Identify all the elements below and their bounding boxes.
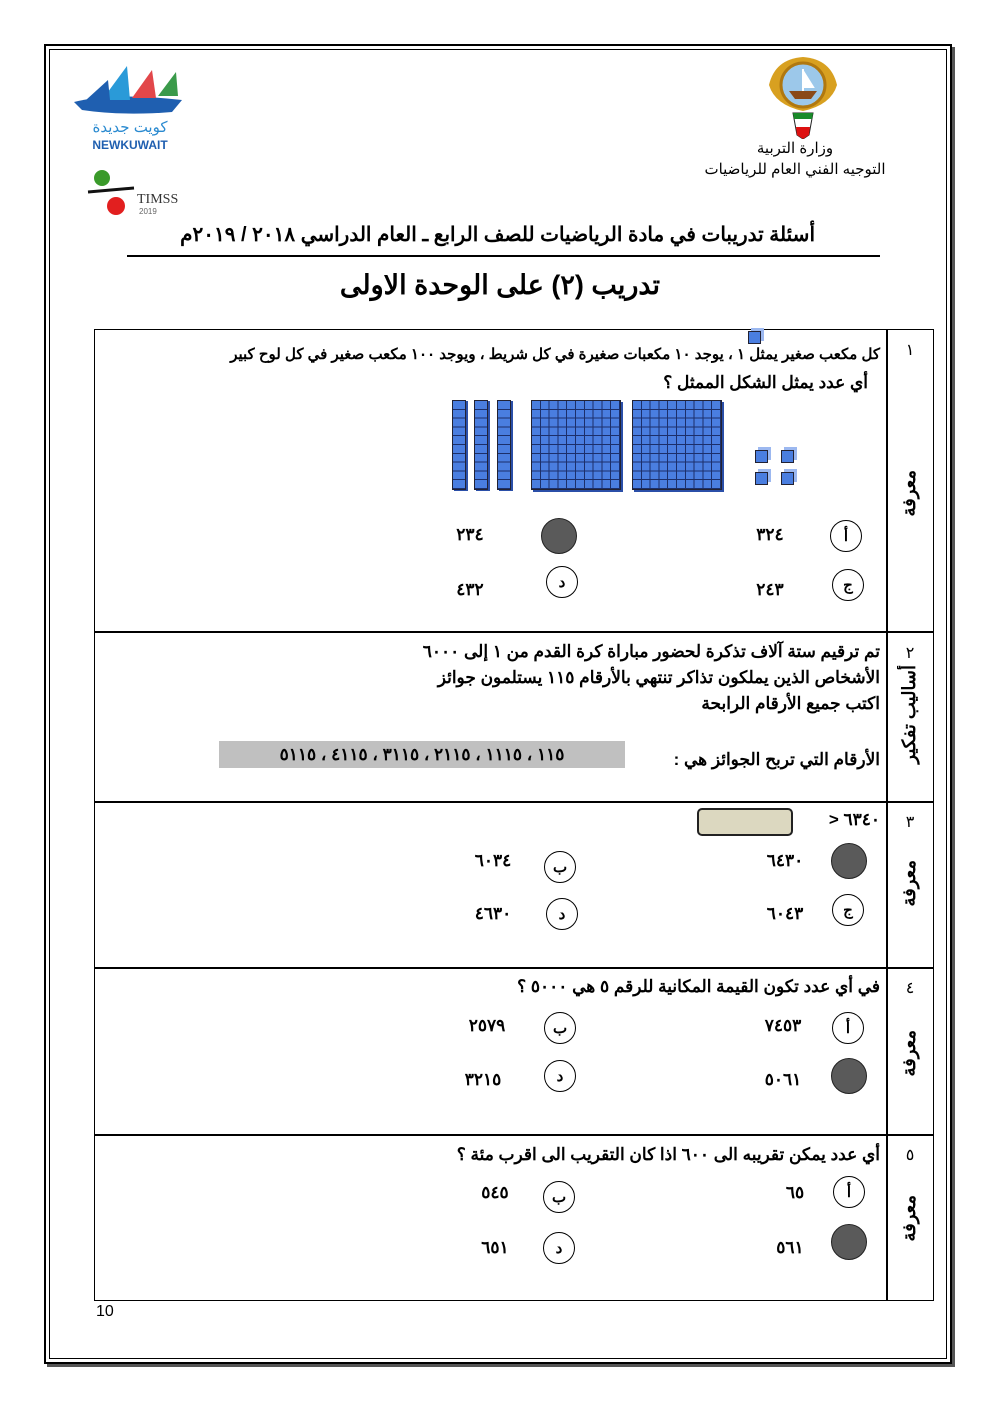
option-d-radio[interactable]: د: [546, 898, 578, 930]
option-a-radio[interactable]: أ: [830, 520, 862, 552]
question-number: ١: [905, 342, 915, 359]
option-a-value: ٧٤٥٣: [764, 1016, 802, 1035]
page-number: 10: [96, 1303, 114, 1320]
ten-rod-icon: [497, 400, 511, 490]
option-a-value: ٣٢٤: [756, 525, 784, 544]
newkuwait-logo: [72, 62, 184, 118]
question-number: ٤: [905, 980, 915, 997]
option-a-value: ٦٤٣٠: [766, 851, 804, 870]
title-divider: [127, 255, 880, 257]
question-category: معرفة: [899, 860, 919, 907]
option-c-radio-selected[interactable]: [831, 1058, 867, 1094]
option-b-radio[interactable]: ب: [543, 1181, 575, 1213]
newkuwait-logo-arabic: كويت جديدة: [92, 119, 168, 136]
answer-blank-field[interactable]: [697, 808, 793, 836]
unit-cube-icon: [781, 450, 794, 463]
question-text: تم ترقيم ستة آلاف تذكرة لحضور مباراة كرة القدم من ١ إلى ٦٠٠٠: [422, 642, 880, 661]
question-text: ٦٣٤٠ <: [828, 810, 880, 829]
option-d-value: ٤٦٣٠: [474, 904, 512, 923]
unit-cube-icon: [755, 450, 768, 463]
worksheet-title: أسئلة تدريبات في مادة الرياضيات للصف الرابع ـ العام الدراسي ٢٠١٨ / ٢٠١٩م: [180, 224, 815, 246]
option-b-value: ٢٣٤: [456, 525, 484, 544]
option-c-value: ٥٠٦١: [764, 1070, 802, 1089]
question-category: معرفة: [899, 1195, 919, 1242]
kuwait-emblem: [765, 55, 841, 139]
option-c-value: ٢٤٣: [756, 580, 784, 599]
question-category: معرفة: [899, 470, 919, 517]
option-b-value: ٦٠٣٤: [474, 851, 512, 870]
option-b-value: ٥٤٥: [481, 1183, 509, 1202]
hundred-flat-icon: [632, 400, 722, 490]
unit-cube-icon: [755, 472, 768, 485]
answer-label: الأرقام التي تربح الجوائز هي :: [673, 750, 880, 769]
option-a-value: ٦٥: [785, 1183, 805, 1202]
option-d-value: ٣٢١٥: [464, 1070, 502, 1089]
question-number: ٣: [905, 814, 915, 831]
question-text: كل مكعب صغير يمثل ١ ، يوجد ١٠ مكعبات صغيرة في كل شريط ، ويوجد ١٠٠ مكعب صغير في كل لوح كبير: [230, 346, 880, 363]
ten-rod-icon: [452, 400, 466, 490]
question-category: معرفة: [899, 1030, 919, 1077]
ten-rod-icon: [474, 400, 488, 490]
header-right: [690, 138, 900, 180]
option-a-radio-selected[interactable]: [831, 843, 867, 879]
question-text: الأشخاص الذين يملكون تذاكر تنتهي بالأرقام ١١٥ يستلمون جوائز: [437, 668, 880, 687]
timss-logo: [86, 160, 136, 218]
option-b-radio[interactable]: ب: [544, 851, 576, 883]
category-column-divider: [886, 329, 888, 1301]
question-number: ٥: [905, 1147, 915, 1164]
option-d-radio[interactable]: د: [546, 566, 578, 598]
option-d-value: ٦٥١: [481, 1238, 509, 1257]
row-divider: [94, 967, 934, 969]
row-divider: [94, 801, 934, 803]
question-text: في أي عدد تكون القيمة المكانية للرقم ٥ هي ٥٠٠٠ ؟: [517, 977, 880, 996]
option-d-radio[interactable]: د: [544, 1060, 576, 1092]
answer-field[interactable]: ١١٥ ، ١١١٥ ، ٢١١٥ ، ٣١١٥ ، ٤١١٥ ، ٥١١٥: [219, 741, 625, 768]
option-b-radio[interactable]: ب: [544, 1012, 576, 1044]
worksheet-subtitle: تدريب (٢) على الوحدة الاولى: [339, 270, 661, 300]
question-text: أي عدد يمثل الشكل الممثل ؟: [663, 373, 868, 392]
option-c-value: ٥٦١: [776, 1238, 804, 1257]
row-divider: [94, 1134, 934, 1136]
option-a-radio[interactable]: أ: [833, 1176, 865, 1208]
question-number: ٢: [905, 645, 915, 662]
option-c-radio[interactable]: ج: [832, 569, 864, 601]
question-text: اكتب جميع الأرقام الرابحة: [701, 694, 880, 713]
option-c-value: ٦٠٤٣: [766, 904, 804, 923]
option-d-value: ٤٣٢: [456, 580, 484, 599]
question-text: أي عدد يمكن تقريبه الى ٦٠٠ اذا كان التقريب الى اقرب مئة ؟: [456, 1145, 880, 1164]
unit-cube-icon: [748, 331, 761, 344]
timss-logo-text: TIMSS: [137, 192, 179, 207]
question-category: أساليب تفكير: [899, 665, 919, 764]
department-name: التوجيه الفني العام للرياضيات: [704, 161, 886, 178]
option-d-radio[interactable]: د: [543, 1232, 575, 1264]
row-divider: [94, 631, 934, 633]
ministry-name: وزارة التربية: [756, 140, 834, 157]
option-b-value: ٢٥٧٩: [468, 1016, 506, 1035]
option-b-radio-selected[interactable]: [541, 518, 577, 554]
hundred-flat-icon: [531, 400, 621, 490]
option-c-radio[interactable]: ج: [832, 894, 864, 926]
option-c-radio-selected[interactable]: [831, 1224, 867, 1260]
newkuwait-logo-english: NEWKUWAIT: [92, 138, 168, 152]
unit-cube-icon: [781, 472, 794, 485]
timss-logo-year: 2019: [139, 207, 157, 216]
option-a-radio[interactable]: أ: [832, 1012, 864, 1044]
